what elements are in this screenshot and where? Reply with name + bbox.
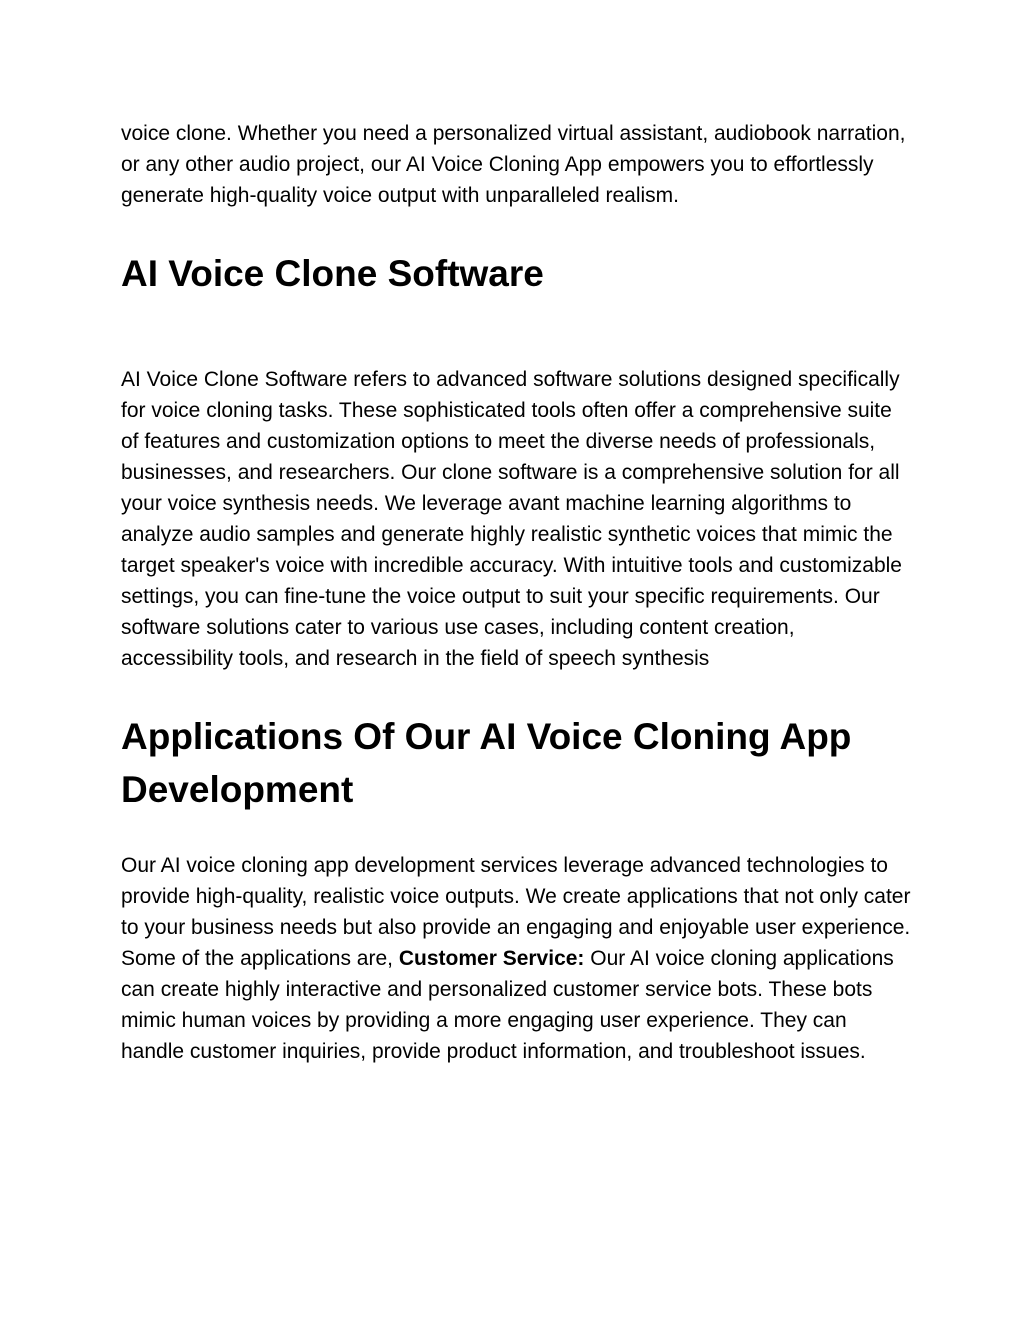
applications-intro-text: Our AI voice cloning app development services leverage advanced technologies to provide high-quality, realistic voice outputs. We create applications that not only cater to your business needs but also provide an engaging and enjoyable user experience. Some of the applications are, — [121, 854, 911, 970]
applications-paragraph — [121, 850, 911, 1067]
section-heading-applications: Applications Of Our AI Voice Cloning App Development — [121, 716, 852, 810]
customer-service-text: Our AI voice cloning applications can create highly interactive and personalized customer service bots. These bots mimic human voices by providing a more engaging user experience. They can handle customer inquiries, provide product information, and troubleshoot issues. — [121, 947, 894, 1063]
section-heading-software: AI Voice Clone Software — [121, 253, 544, 294]
document-page — [121, 118, 911, 1067]
software-paragraph: AI Voice Clone Software refers to advanced software solutions designed specifically for voice cloning tasks. These sophisticated tools often offer a comprehensive suite of features and customization options to meet the diverse needs of professionals, businesses, and researchers. Our clone software is a comprehensive solution for all your voice synthesis needs. We leverage avant machine learning algorithms to analyze audio samples and generate highly realistic synthetic voices that mimic the target speaker's voice with incredible accuracy. With intuitive tools and customizable settings, you can fine-tune the voice output to suit your specific requirements. Our software solutions cater to various use cases, including content creation, accessibility tools, and research in the field of speech synthesis — [121, 368, 902, 670]
intro-paragraph: voice clone. Whether you need a personalized virtual assistant, audiobook narration, or any other audio project, our AI Voice Cloning App empowers you to effortlessly generate high-quality voice output with unparalleled realism. — [121, 122, 906, 207]
customer-service-label: Customer Service: — [398, 947, 585, 970]
